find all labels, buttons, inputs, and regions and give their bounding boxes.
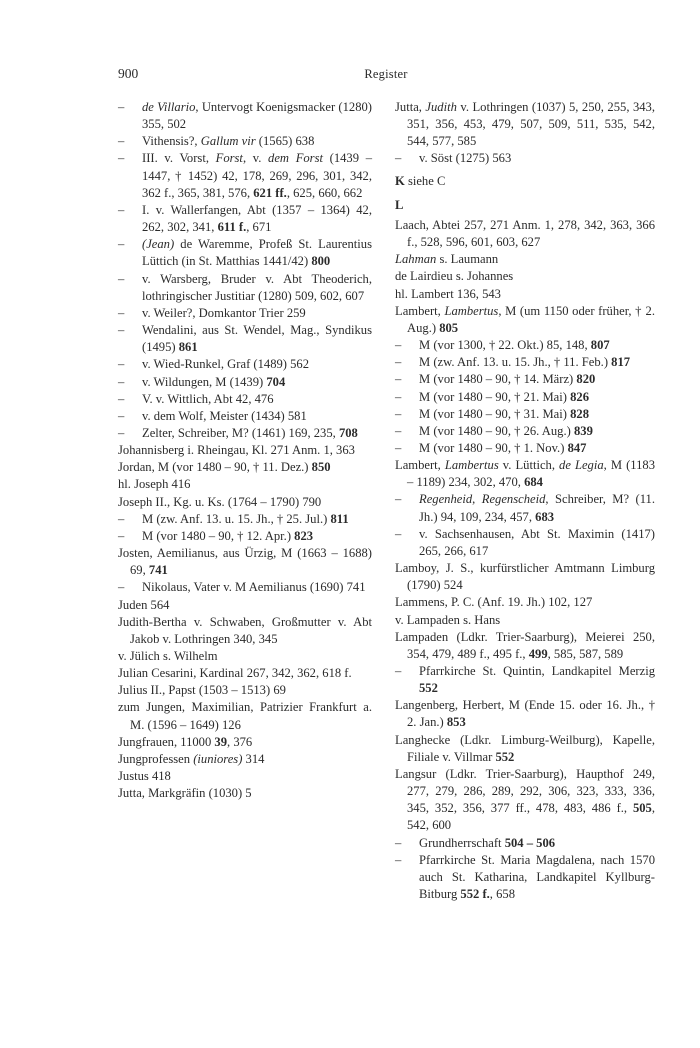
- index-subentry: – Nikolaus, Vater v. M Aemilianus (1690) 741: [118, 579, 372, 596]
- index-subentry: – v. Söst (1275) 563: [395, 150, 655, 167]
- index-subentry: – Vithensis?, Gallum vir (1565) 638: [118, 133, 372, 150]
- page-number: 900: [118, 66, 139, 81]
- index-subentry: – M (vor 1480 – 90, † 31. Mai) 828: [395, 406, 655, 423]
- index-entry: Langsur (Ldkr. Trier-Saarburg), Haupthof 249, 277, 279, 286, 289, 292, 306, 323, 333, 336, 345, 352, 356, 377 ff., 478, 483, 486 f., 505, 542, 600: [395, 766, 655, 833]
- section-letter: L: [395, 197, 404, 212]
- index-subentry: – Zelter, Schreiber, M? (1461) 169, 235, 708: [118, 425, 372, 442]
- index-entry: Lammens, P. C. (Anf. 19. Jh.) 102, 127: [395, 595, 593, 610]
- index-subentry: – de Villario, Untervogt Koenigsmacker (1280) 355, 502: [118, 99, 372, 133]
- index-subentry: – M (vor 1300, † 22. Okt.) 85, 148, 807: [395, 337, 655, 354]
- index-subentry: – M (vor 1480 – 90, † 12. Apr.) 823: [118, 528, 372, 545]
- index-entry: Jutta, Judith v. Lothringen (1037) 5, 250, 255, 343, 351, 356, 453, 479, 507, 509, 511, 535, 542, 544, 577, 585: [395, 100, 655, 149]
- index-entry: Justus 418: [118, 769, 171, 784]
- index-subentry: – v. Weiler?, Domkantor Trier 259: [118, 305, 372, 322]
- index-subentry: – III. v. Vorst, Forst, v. dem Forst (1439 – 1447, † 1452) 42, 178, 269, 296, 301, 342, 362 f., 365, 381, 576, 621 ff., 625, 660, 662: [118, 150, 372, 201]
- index-entry: Lambert, Lambertus v. Lüttich, de Legia, M (1183 – 1189) 234, 302, 470, 684: [395, 458, 655, 490]
- index-entry: Johannisberg i. Rheingau, Kl. 271 Anm. 1, 363: [118, 443, 355, 458]
- index-entry: Juden 564: [118, 597, 170, 612]
- index-subentry: – M (vor 1480 – 90, † 26. Aug.) 839: [395, 423, 655, 440]
- index-subentry: – I. v. Wallerfangen, Abt (1357 – 1364) 42, 262, 302, 341, 611 f., 671: [118, 202, 372, 236]
- index-column-right: [395, 99, 655, 903]
- index-entry: Joseph II., Kg. u. Ks. (1764 – 1790) 790: [118, 494, 322, 509]
- index-entry: Jutta, Markgräfin (1030) 5: [118, 786, 252, 801]
- index-subentry: – Pfarrkirche St. Maria Magdalena, nach 1570 auch St. Katharina, Landkapitel Kyllburg-Bitburg 552 f., 658: [395, 852, 655, 903]
- index-entry: v. Jülich s. Wilhelm: [118, 649, 218, 663]
- index-entry: Lahman s. Laumann: [395, 252, 499, 267]
- index-entry: Lampaden (Ldkr. Trier-Saarburg), Meierei 250, 354, 479, 489 f., 495 f., 499, 585, 587, 589: [395, 629, 655, 661]
- index-entry: Jordan, M (vor 1480 – 90, † 11. Dez.) 850: [118, 460, 331, 475]
- index-entry: zum Jungen, Maximilian, Patrizier Frankfurt a. M. (1596 – 1649) 126: [118, 700, 372, 732]
- index-subentry: – v. Wied-Runkel, Graf (1489) 562: [118, 356, 372, 373]
- index-entry: Lamboy, J. S., kurfürstlicher Amtmann Limburg (1790) 524: [395, 561, 655, 593]
- index-subentry: – V. v. Wittlich, Abt 42, 476: [118, 391, 372, 408]
- index-entry: v. Lampaden s. Hans: [395, 612, 501, 627]
- index-subentry: – M (vor 1480 – 90, † 21. Mai) 826: [395, 389, 655, 406]
- index-entry: Judith-Bertha v. Schwaben, Großmutter v. Abt Jakob v. Lothringen 340, 345: [118, 614, 372, 646]
- index-subentry: – (Jean) de Waremme, Profeß St. Laurentius Lüttich (in St. Matthias 1441/42) 800: [118, 236, 372, 270]
- index-entry: Langhecke (Ldkr. Limburg-Weilburg), Kapelle, Filiale v. Villmar 552: [395, 732, 655, 764]
- index-subentry: – M (vor 1480 – 90, † 1. Nov.) 847: [395, 440, 655, 457]
- index-subentry: – v. Warsberg, Bruder v. Abt Theoderich, lothringischer Justitiar (1280) 509, 602, 607: [118, 271, 372, 305]
- index-entry: de Lairdieu s. Johannes: [395, 269, 514, 284]
- index-entry: Josten, Aemilianus, aus Ürzig, M (1663 – 1688) 69, 741: [118, 546, 372, 578]
- index-entry: Langenberg, Herbert, M (Ende 15. oder 16. Jh., † 2. Jan.) 853: [395, 698, 655, 730]
- index-entry: Julius II., Papst (1503 – 1513) 69: [118, 683, 286, 698]
- index-entry: Julian Cesarini, Kardinal 267, 342, 362, 618 f.: [118, 666, 352, 681]
- page-header: [118, 66, 654, 86]
- index-subentry: – M (zw. Anf. 13. u. 15. Jh., † 11. Feb.) 817: [395, 354, 655, 371]
- index-entry: K siehe C: [395, 173, 446, 188]
- index-entry: hl. Lambert 136, 543: [395, 286, 501, 301]
- index-entry: Laach, Abtei 257, 271 Anm. 1, 278, 342, 363, 366 f., 528, 596, 601, 603, 627: [395, 217, 655, 250]
- running-head: Register: [364, 67, 408, 81]
- index-entry: Jungfrauen, 11000 39, 376: [118, 734, 253, 749]
- index-subentry: – Pfarrkirche St. Quintin, Landkapitel Merzig 552: [395, 663, 655, 697]
- index-entry: hl. Joseph 416: [118, 477, 191, 492]
- index-entry: Jungprofessen (iuniores) 314: [118, 751, 265, 766]
- index-subentry: – Grundherrschaft 504 – 506: [395, 835, 655, 852]
- index-subentry: – Regenheid, Regenscheid, Schreiber, M? (11. Jh.) 94, 109, 234, 457, 683: [395, 491, 655, 525]
- index-subentry: – Wendalini, aus St. Wendel, Mag., Syndikus (1495) 861: [118, 322, 372, 356]
- index-subentry: – M (zw. Anf. 13. u. 15. Jh., † 25. Jul.) 811: [118, 511, 372, 528]
- index-subentry: – v. Wildungen, M (1439) 704: [118, 374, 372, 391]
- index-subentry: – v. Sachsenhausen, Abt St. Maximin (1417) 265, 266, 617: [395, 526, 655, 560]
- index-column-left: [118, 99, 372, 802]
- index-subentry: – M (vor 1480 – 90, † 14. März) 820: [395, 371, 655, 388]
- index-entry: Lambert, Lambertus, M (um 1150 oder früher, † 2. Aug.) 805: [395, 303, 655, 335]
- index-subentry: – v. dem Wolf, Meister (1434) 581: [118, 408, 372, 425]
